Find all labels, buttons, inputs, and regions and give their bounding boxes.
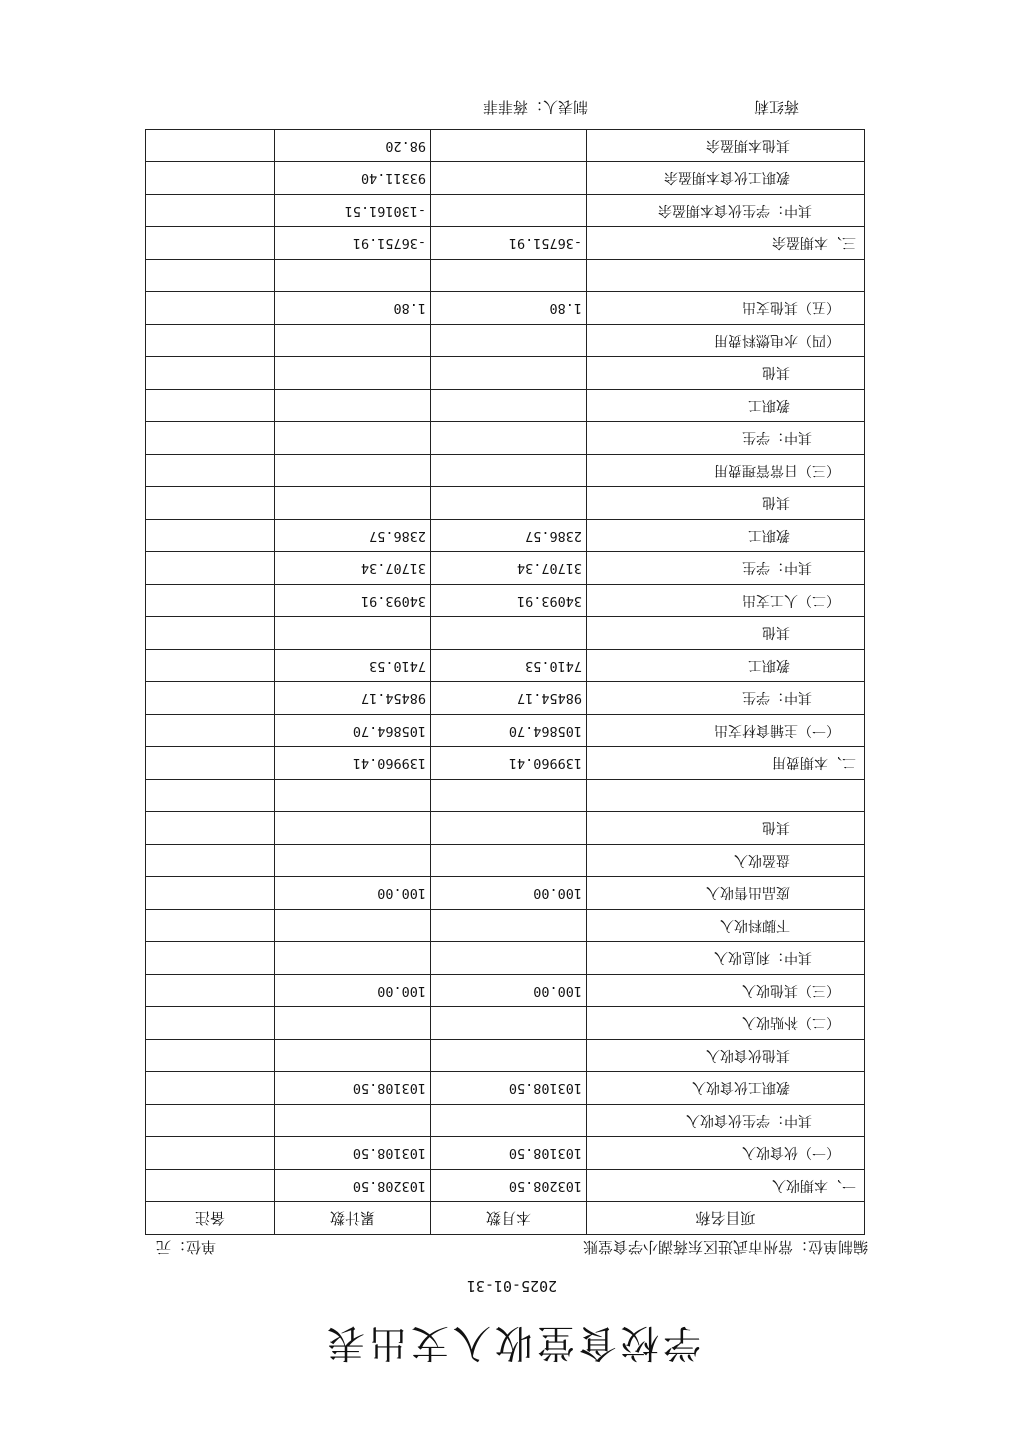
note-cell bbox=[146, 227, 275, 260]
note-cell bbox=[146, 682, 275, 715]
table-row bbox=[146, 1072, 865, 1105]
item-name-cell bbox=[587, 780, 865, 813]
table-row bbox=[146, 227, 865, 260]
cumulative-value-cell: 103208.50 bbox=[275, 1170, 431, 1203]
item-name-cell: 教职工伙食本期盈余 bbox=[587, 162, 865, 195]
preparer-signature: 蒋菲菲 bbox=[482, 98, 528, 116]
cumulative-value-cell: 7410.53 bbox=[275, 650, 431, 683]
note-cell bbox=[146, 1105, 275, 1138]
cumulative-value-cell bbox=[275, 455, 431, 488]
item-name-cell: 其他 bbox=[587, 812, 865, 845]
cumulative-value-cell: -36751.91 bbox=[275, 227, 431, 260]
item-name-cell: 教职工 bbox=[587, 650, 865, 683]
month-value-cell bbox=[431, 910, 587, 943]
note-cell bbox=[146, 1007, 275, 1040]
table-row bbox=[146, 292, 865, 325]
table-row bbox=[146, 260, 865, 293]
table-row bbox=[146, 585, 865, 618]
cumulative-value-cell bbox=[275, 812, 431, 845]
table-row bbox=[146, 650, 865, 683]
month-value-cell bbox=[431, 812, 587, 845]
month-value-cell bbox=[431, 1105, 587, 1138]
item-name-cell: （四）水电燃料费用 bbox=[587, 325, 865, 358]
item-name-cell: （一）伙食收入 bbox=[587, 1137, 865, 1170]
note-cell bbox=[146, 455, 275, 488]
month-value-cell: 103108.50 bbox=[431, 1137, 587, 1170]
cumulative-value-cell bbox=[275, 942, 431, 975]
table-row bbox=[146, 325, 865, 358]
month-value-cell bbox=[431, 487, 587, 520]
note-cell bbox=[146, 1137, 275, 1170]
item-name-cell: 其他 bbox=[587, 617, 865, 650]
note-cell bbox=[146, 1170, 275, 1203]
cumulative-value-cell: 2386.57 bbox=[275, 520, 431, 553]
cumulative-value-cell bbox=[275, 260, 431, 293]
note-cell bbox=[146, 130, 275, 163]
note-cell bbox=[146, 292, 275, 325]
table-row bbox=[146, 617, 865, 650]
month-value-cell bbox=[431, 455, 587, 488]
month-value-cell: 100.00 bbox=[431, 877, 587, 910]
note-cell bbox=[146, 390, 275, 423]
note-cell bbox=[146, 617, 275, 650]
cumulative-value-cell bbox=[275, 1105, 431, 1138]
note-cell bbox=[146, 325, 275, 358]
cumulative-value-cell: 100.00 bbox=[275, 877, 431, 910]
month-value-cell: 103108.50 bbox=[431, 1072, 587, 1105]
item-name-cell: 其中：学生伙食收入 bbox=[587, 1105, 865, 1138]
note-cell bbox=[146, 650, 275, 683]
month-value-cell bbox=[431, 390, 587, 423]
item-name-cell: （二）补贴收入 bbox=[587, 1007, 865, 1040]
cumulative-value-cell: 34093.91 bbox=[275, 585, 431, 618]
cumulative-value-cell bbox=[275, 617, 431, 650]
item-name-cell: （一）主辅食材支出 bbox=[587, 715, 865, 748]
note-cell bbox=[146, 487, 275, 520]
month-value-cell: 34093.91 bbox=[431, 585, 587, 618]
cumulative-value-cell bbox=[275, 910, 431, 943]
cumulative-value-cell: 103108.50 bbox=[275, 1137, 431, 1170]
item-name-cell: 其中：学生 bbox=[587, 422, 865, 455]
note-cell bbox=[146, 260, 275, 293]
table-row bbox=[146, 975, 865, 1008]
note-cell bbox=[146, 747, 275, 780]
table-row bbox=[146, 812, 865, 845]
cumulative-value-cell bbox=[275, 487, 431, 520]
note-cell bbox=[146, 162, 275, 195]
note-cell bbox=[146, 942, 275, 975]
cumulative-value-cell: 98454.17 bbox=[275, 682, 431, 715]
month-value-cell: 100.00 bbox=[431, 975, 587, 1008]
cumulative-value-cell: 103108.50 bbox=[275, 1072, 431, 1105]
auditor-signature: 蒋红莉 bbox=[753, 98, 799, 116]
unit-label: 单位：元 bbox=[156, 1238, 217, 1256]
table-row bbox=[146, 1007, 865, 1040]
month-value-cell bbox=[431, 195, 587, 228]
item-name-cell: 其他 bbox=[587, 487, 865, 520]
table-row bbox=[146, 130, 865, 163]
header-note: 备注 bbox=[146, 1202, 275, 1235]
item-name-cell: （三）日常管理费用 bbox=[587, 455, 865, 488]
month-value-cell bbox=[431, 422, 587, 455]
table-row bbox=[146, 682, 865, 715]
item-name-cell: 三、本期盈余 bbox=[587, 227, 865, 260]
item-name-cell: 其中：利息收入 bbox=[587, 942, 865, 975]
organization-label: 编制单位：常州市武进区东蒋湖小学食堂账 bbox=[582, 1238, 868, 1256]
table-row bbox=[146, 715, 865, 748]
table-header-row bbox=[146, 1202, 865, 1235]
item-name-cell: （三）其他收入 bbox=[587, 975, 865, 1008]
note-cell bbox=[146, 520, 275, 553]
cumulative-value-cell: 139960.41 bbox=[275, 747, 431, 780]
month-value-cell: -36751.91 bbox=[431, 227, 587, 260]
month-value-cell bbox=[431, 942, 587, 975]
item-name-cell: 其中：学生伙食本期盈余 bbox=[587, 195, 865, 228]
note-cell bbox=[146, 780, 275, 813]
note-cell bbox=[146, 585, 275, 618]
cumulative-value-cell: 105864.70 bbox=[275, 715, 431, 748]
note-cell bbox=[146, 715, 275, 748]
table-row bbox=[146, 1040, 865, 1073]
note-cell bbox=[146, 1072, 275, 1105]
month-value-cell bbox=[431, 1007, 587, 1040]
note-cell bbox=[146, 877, 275, 910]
month-value-cell bbox=[431, 780, 587, 813]
cumulative-value-cell bbox=[275, 845, 431, 878]
header-cumulative: 累计数 bbox=[275, 1202, 431, 1235]
page-title: 学校食堂收入支出表 bbox=[323, 1321, 702, 1365]
item-name-cell: 其中：学生 bbox=[587, 682, 865, 715]
month-value-cell: 98454.17 bbox=[431, 682, 587, 715]
month-value-cell bbox=[431, 1040, 587, 1073]
table-row bbox=[146, 910, 865, 943]
cumulative-value-cell: 1.80 bbox=[275, 292, 431, 325]
item-name-cell: 其中：学生 bbox=[587, 552, 865, 585]
cumulative-value-cell bbox=[275, 357, 431, 390]
month-value-cell: 7410.53 bbox=[431, 650, 587, 683]
month-value-cell bbox=[431, 260, 587, 293]
table-row bbox=[146, 942, 865, 975]
table-body bbox=[146, 130, 865, 1203]
item-name-cell: 教职工 bbox=[587, 390, 865, 423]
table-row bbox=[146, 1137, 865, 1170]
item-name-cell: 其他 bbox=[587, 357, 865, 390]
note-cell bbox=[146, 910, 275, 943]
month-value-cell: 139960.41 bbox=[431, 747, 587, 780]
month-value-cell bbox=[431, 617, 587, 650]
header-month: 本月数 bbox=[431, 1202, 587, 1235]
preparer-label: 制表人： bbox=[527, 98, 588, 116]
table-row bbox=[146, 747, 865, 780]
item-name-cell: （五）其他支出 bbox=[587, 292, 865, 325]
cumulative-value-cell bbox=[275, 422, 431, 455]
month-value-cell: 105864.70 bbox=[431, 715, 587, 748]
table-row bbox=[146, 1105, 865, 1138]
header-item-name: 项目名称 bbox=[587, 1202, 865, 1235]
item-name-cell: 教职工伙食收入 bbox=[587, 1072, 865, 1105]
item-name-cell: （二）人工支出 bbox=[587, 585, 865, 618]
month-value-cell: 1.80 bbox=[431, 292, 587, 325]
month-value-cell bbox=[431, 130, 587, 163]
note-cell bbox=[146, 812, 275, 845]
table-row bbox=[146, 390, 865, 423]
cumulative-value-cell: 100.00 bbox=[275, 975, 431, 1008]
table-row bbox=[146, 422, 865, 455]
item-name-cell: 教职工 bbox=[587, 520, 865, 553]
table-row bbox=[146, 845, 865, 878]
report-date: 2025-01-31 bbox=[466, 1277, 558, 1295]
item-name-cell: 其他伙食收入 bbox=[587, 1040, 865, 1073]
table-row bbox=[146, 1170, 865, 1203]
table-row bbox=[146, 877, 865, 910]
income-expense-table bbox=[145, 129, 865, 1235]
month-value-cell bbox=[431, 325, 587, 358]
cumulative-value-cell: -130161.51 bbox=[275, 195, 431, 228]
cumulative-value-cell bbox=[275, 780, 431, 813]
preparer bbox=[483, 97, 588, 118]
table-row bbox=[146, 455, 865, 488]
note-cell bbox=[146, 422, 275, 455]
item-name-cell bbox=[587, 260, 865, 293]
note-cell bbox=[146, 195, 275, 228]
table-row bbox=[146, 357, 865, 390]
cumulative-value-cell bbox=[275, 1040, 431, 1073]
month-value-cell: 31707.34 bbox=[431, 552, 587, 585]
table-row bbox=[146, 520, 865, 553]
table-row bbox=[146, 162, 865, 195]
note-cell bbox=[146, 975, 275, 1008]
item-name-cell: 其他本期盈余 bbox=[587, 130, 865, 163]
note-cell bbox=[146, 1040, 275, 1073]
item-name-cell: 一、本期收入 bbox=[587, 1170, 865, 1203]
month-value-cell bbox=[431, 845, 587, 878]
cumulative-value-cell bbox=[275, 1007, 431, 1040]
item-name-cell: 废品出售收入 bbox=[587, 877, 865, 910]
table-row bbox=[146, 552, 865, 585]
month-value-cell bbox=[431, 357, 587, 390]
cumulative-value-cell: 98.20 bbox=[275, 130, 431, 163]
cumulative-value-cell bbox=[275, 325, 431, 358]
cumulative-value-cell: 93311.40 bbox=[275, 162, 431, 195]
cumulative-value-cell: 31707.34 bbox=[275, 552, 431, 585]
month-value-cell: 2386.57 bbox=[431, 520, 587, 553]
cumulative-value-cell bbox=[275, 390, 431, 423]
table-row bbox=[146, 195, 865, 228]
note-cell bbox=[146, 357, 275, 390]
month-value-cell bbox=[431, 162, 587, 195]
note-cell bbox=[146, 845, 275, 878]
month-value-cell: 103208.50 bbox=[431, 1170, 587, 1203]
item-name-cell: 二、本期费用 bbox=[587, 747, 865, 780]
table-row bbox=[146, 487, 865, 520]
note-cell bbox=[146, 552, 275, 585]
item-name-cell: 盘盈收入 bbox=[587, 845, 865, 878]
table-row bbox=[146, 780, 865, 813]
item-name-cell: 下脚料收入 bbox=[587, 910, 865, 943]
